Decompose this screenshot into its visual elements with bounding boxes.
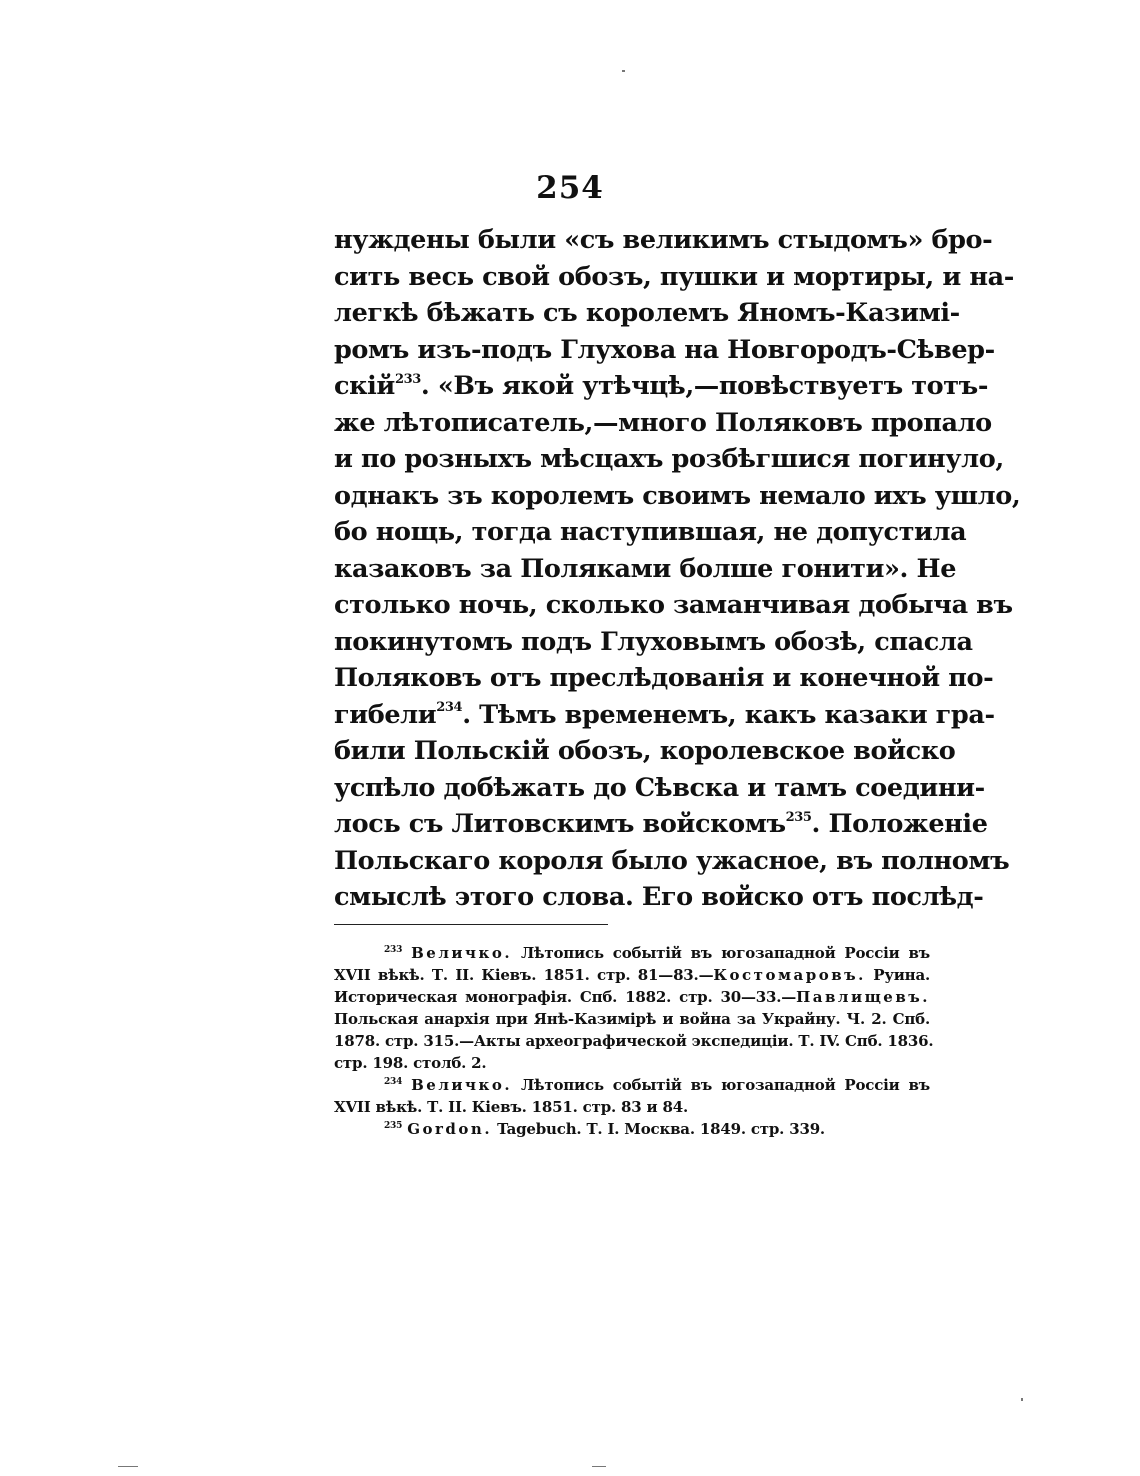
footnote-number: 233 bbox=[384, 945, 403, 955]
body-line: бо нощь, тогда наступившая, не допустила bbox=[334, 517, 967, 547]
footnote-text: Tagebuch. Т. I. Москва. 1849. стр. 339. bbox=[492, 1120, 825, 1138]
body-line bbox=[334, 368, 988, 405]
body-line: однакъ зъ королемъ своимъ немало ихъ ушло, bbox=[334, 480, 1021, 511]
body-line: казаковъ за Поляками болше гонити». Не bbox=[334, 553, 957, 584]
footnote-line bbox=[334, 1074, 930, 1096]
footnote-line bbox=[334, 964, 930, 986]
footnote-ref: 233 bbox=[394, 371, 421, 387]
body-line: били Польскій обозъ, королевское войско bbox=[334, 736, 956, 766]
body-line: смыслѣ этого слова. Его войско отъ послѣд- bbox=[334, 882, 984, 912]
footnote-number: 235 bbox=[384, 1121, 403, 1131]
body-text bbox=[334, 222, 1021, 916]
scan-speck bbox=[118, 1466, 138, 1467]
footnote-line: стр. 198. столб. 2. bbox=[334, 1054, 487, 1072]
footnotes bbox=[334, 942, 934, 1140]
footnote-text: Лѣтопись событій въ югозападной Россіи въ bbox=[512, 944, 930, 962]
footnote-author: Величко. bbox=[411, 944, 513, 962]
body-line bbox=[334, 806, 988, 843]
page-number: 254 bbox=[536, 170, 604, 206]
footnote-line bbox=[334, 986, 930, 1008]
footnote-line bbox=[334, 942, 930, 964]
body-line: столько ночь, сколько заманчивая добыча въ bbox=[334, 590, 1013, 620]
body-line-text: лось съ Литовскимъ войскомъ bbox=[334, 809, 786, 839]
footnote-author: Величко. bbox=[411, 1076, 513, 1094]
body-line-text: . Положеніе bbox=[811, 809, 988, 839]
scan-speck bbox=[622, 70, 625, 72]
footnote-line: Польская анархія при Янѣ-Казимірѣ и война за Украйну. Ч. 2. Спб. bbox=[334, 1010, 930, 1028]
body-line bbox=[334, 697, 995, 734]
footnote-text: Лѣтопись событій въ югозападной Россіи въ bbox=[512, 1076, 930, 1094]
footnote-text: XVII вѣкѣ. Т. II. Кіевъ. 1851. стр. 81—83.— bbox=[334, 966, 714, 984]
footnote-ref: 235 bbox=[785, 809, 812, 825]
body-line: Поляковъ отъ преслѣдованія и конечной по- bbox=[334, 663, 994, 693]
footnote-line: XVII вѣкѣ. Т. II. Кіевъ. 1851. стр. 83 и 84. bbox=[334, 1098, 688, 1116]
scan-speck bbox=[592, 1466, 606, 1467]
body-line: же лѣтописатель,—много Поляковъ пропало bbox=[334, 407, 992, 438]
body-line: ромъ изъ-подъ Глухова на Новгородъ-Сѣвер- bbox=[334, 334, 995, 365]
body-line: легкѣ бѣжать съ королемъ Яномъ-Казимі- bbox=[334, 298, 960, 328]
body-line: успѣло добѣжать до Сѣвска и тамъ соедини- bbox=[334, 772, 985, 803]
footnote-author: Костомаровъ. bbox=[713, 966, 866, 984]
body-line-text: . Тѣмъ временемъ, какъ казаки гра- bbox=[462, 699, 995, 730]
footnote-line: 1878. стр. 315.—Акты археографической экспедиціи. Т. IV. Спб. 1836. bbox=[334, 1032, 934, 1050]
body-line: Польскаго короля было ужасное, въ полномъ bbox=[334, 845, 1010, 876]
body-line: покинутомъ подъ Глуховымъ обозѣ, спасла bbox=[334, 626, 973, 657]
footnote-divider bbox=[334, 924, 608, 925]
body-line-text: скій bbox=[334, 371, 395, 401]
footnote-number: 234 bbox=[384, 1077, 403, 1087]
footnote-text: Историческая монографія. Спб. 1882. стр. 30—33.— bbox=[334, 988, 797, 1006]
footnote-author: Павлищевъ. bbox=[796, 988, 930, 1006]
footnote-text: Руина. bbox=[865, 966, 931, 984]
footnote-ref: 234 bbox=[436, 700, 463, 715]
body-line-text: . «Въ якой утѣчцѣ,—повѣствуетъ тотъ- bbox=[420, 371, 988, 401]
body-line: и по розныхъ мѣсцахъ розбѣгшися погинуло, bbox=[334, 444, 1004, 474]
scan-speck bbox=[1021, 1398, 1023, 1401]
body-line-text: гибели bbox=[334, 699, 437, 730]
body-line: нуждены были «съ великимъ стыдомъ» бро- bbox=[334, 225, 993, 255]
body-line: сить весь свой обозъ, пушки и мортиры, и на- bbox=[334, 261, 1014, 292]
footnote-line bbox=[334, 1118, 930, 1140]
footnote-author: Gordon. bbox=[407, 1120, 493, 1138]
